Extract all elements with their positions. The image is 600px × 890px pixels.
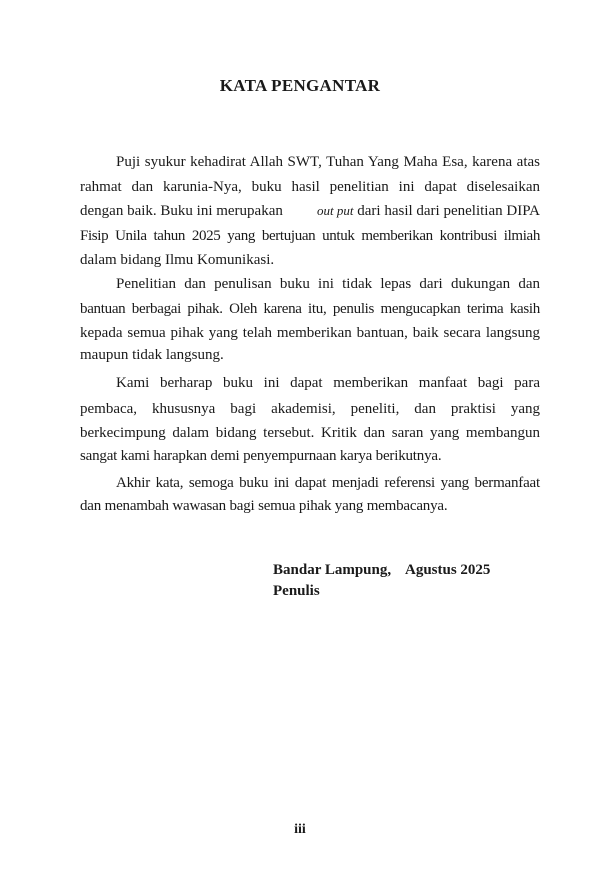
text-line: dan menambah wawasan bagi semua pihak yang membacanya.: [80, 498, 448, 514]
text-line: Penelitian dan penulisan buku ini tidak lepas dari dukungan dan: [116, 276, 540, 292]
text-line: sangat kami harapkan demi penyempurnaan karya berikutnya.: [80, 448, 442, 464]
text-line: Kami berharap buku ini dapat memberikan manfaat bagi para: [116, 375, 540, 391]
signature-place: Bandar Lampung,: [273, 562, 392, 578]
text-line: rahmat dan karunia-Nya, buku hasil penelitian ini dapat diselesaikan: [80, 179, 540, 195]
page-number: iii: [294, 822, 306, 837]
text-line: kepada semua pihak yang telah memberikan bantuan, baik secara langsung: [80, 325, 540, 341]
text-line: Puji syukur kehadirat Allah SWT, Tuhan Yang Maha Esa, karena atas: [116, 154, 540, 170]
text-segment: dengan baik. Buku ini merupakan: [80, 203, 283, 219]
italic-term: out put: [317, 203, 354, 218]
text-line: [80, 201, 540, 221]
text-line: dalam bidang Ilmu Komunikasi.: [80, 252, 275, 268]
signature-role: Penulis: [273, 583, 320, 599]
text-line: pembaca, khususnya bagi akademisi, peneliti, dan praktisi yang: [80, 401, 540, 417]
text-line: berkecimpung dalam bidang tersebut. Kritik dan saran yang membangun: [80, 425, 540, 441]
text-line: maupun tidak langsung.: [80, 347, 224, 363]
page-title: KATA PENGANTAR: [219, 76, 381, 95]
text-line: Fisip Unila tahun 2025 yang bertujuan untuk memberikan kontribusi ilmiah: [80, 228, 540, 244]
signature-date: Agustus 2025: [405, 562, 491, 578]
text-line: bantuan berbagai pihak. Oleh karena itu, penulis mengucapkan terima kasih: [80, 301, 540, 317]
text-segment: dari hasil dari penelitian DIPA: [357, 203, 540, 219]
text-line: Akhir kata, semoga buku ini dapat menjadi referensi yang bermanfaat: [116, 475, 540, 491]
